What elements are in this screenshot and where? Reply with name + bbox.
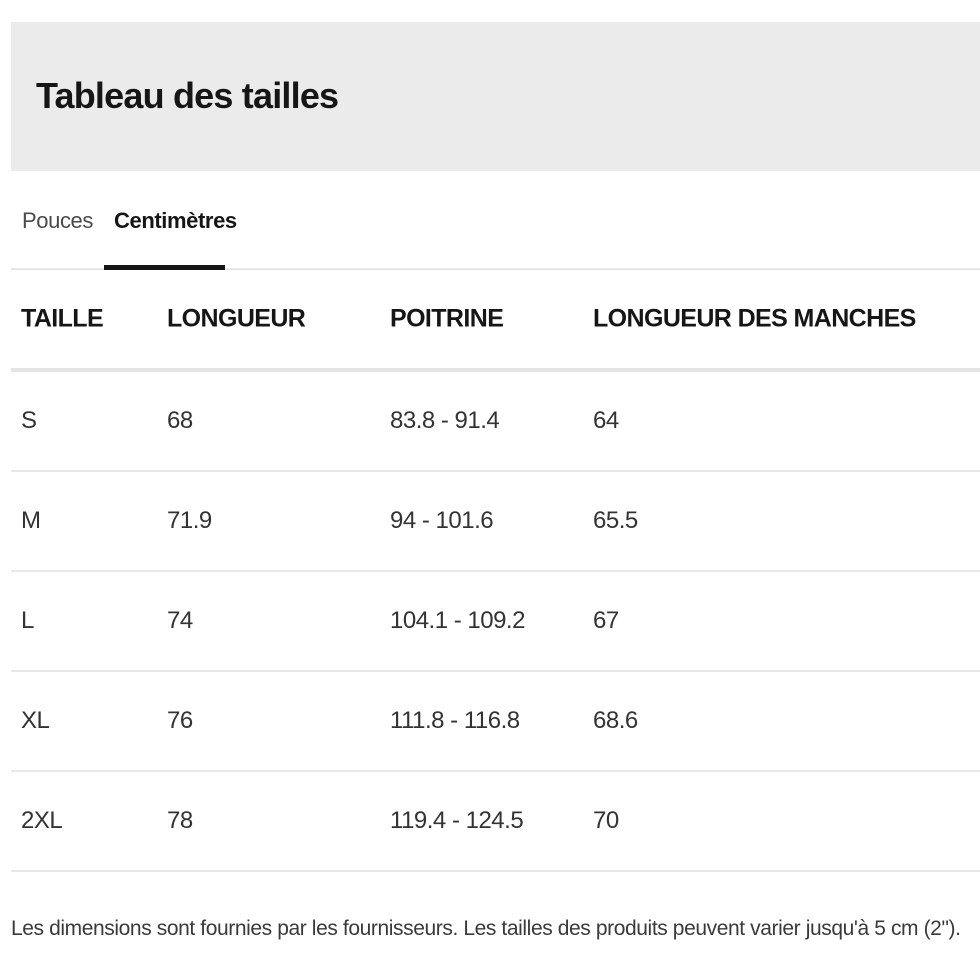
column-header-sleeve-length: LONGUEUR DES MANCHES <box>593 304 916 333</box>
sleeve-length-cell: 64 <box>593 407 619 434</box>
column-header-chest: POITRINE <box>390 304 504 333</box>
tab-centimeters[interactable] <box>104 171 237 268</box>
table-row <box>11 372 980 472</box>
page-title: Tableau des tailles <box>36 75 339 116</box>
sleeve-length-cell: 65.5 <box>593 507 638 534</box>
column-header-size: TAILLE <box>21 304 104 333</box>
chest-cell: 83.8 - 91.4 <box>390 407 500 434</box>
chest-cell: 94 - 101.6 <box>390 507 494 534</box>
size-cell: S <box>21 407 37 434</box>
table-row <box>11 472 980 572</box>
size-chart-header <box>11 22 980 171</box>
table-row <box>11 772 980 872</box>
size-cell: XL <box>21 707 50 734</box>
tab-inches-label: Pouces <box>22 208 93 233</box>
unit-tabs <box>11 171 980 270</box>
size-table <box>11 270 980 872</box>
length-cell: 76 <box>167 707 193 734</box>
column-header-length: LONGUEUR <box>167 304 306 333</box>
size-cell: 2XL <box>21 807 63 834</box>
supplier-disclaimer: Les dimensions sont fournies par les fournisseurs. Les tailles des produits peuvent varier jusqu'à 5 cm (2"). <box>11 917 961 940</box>
chest-cell: 111.8 - 116.8 <box>390 707 520 734</box>
length-cell: 78 <box>167 807 193 834</box>
size-cell: L <box>21 607 34 634</box>
tab-centimeters-label: Centimètres <box>114 208 237 233</box>
size-chart-panel <box>11 0 980 980</box>
size-cell: M <box>21 507 41 534</box>
length-cell: 68 <box>167 407 193 434</box>
sleeve-length-cell: 68.6 <box>593 707 638 734</box>
tab-inches[interactable] <box>11 171 104 268</box>
length-cell: 71.9 <box>167 507 212 534</box>
sleeve-length-cell: 70 <box>593 807 619 834</box>
chest-cell: 104.1 - 109.2 <box>390 607 525 634</box>
table-row <box>11 572 980 672</box>
table-row <box>11 672 980 772</box>
length-cell: 74 <box>167 607 193 634</box>
sleeve-length-cell: 67 <box>593 607 619 634</box>
chest-cell: 119.4 - 124.5 <box>390 807 524 834</box>
table-header-row <box>11 270 980 372</box>
